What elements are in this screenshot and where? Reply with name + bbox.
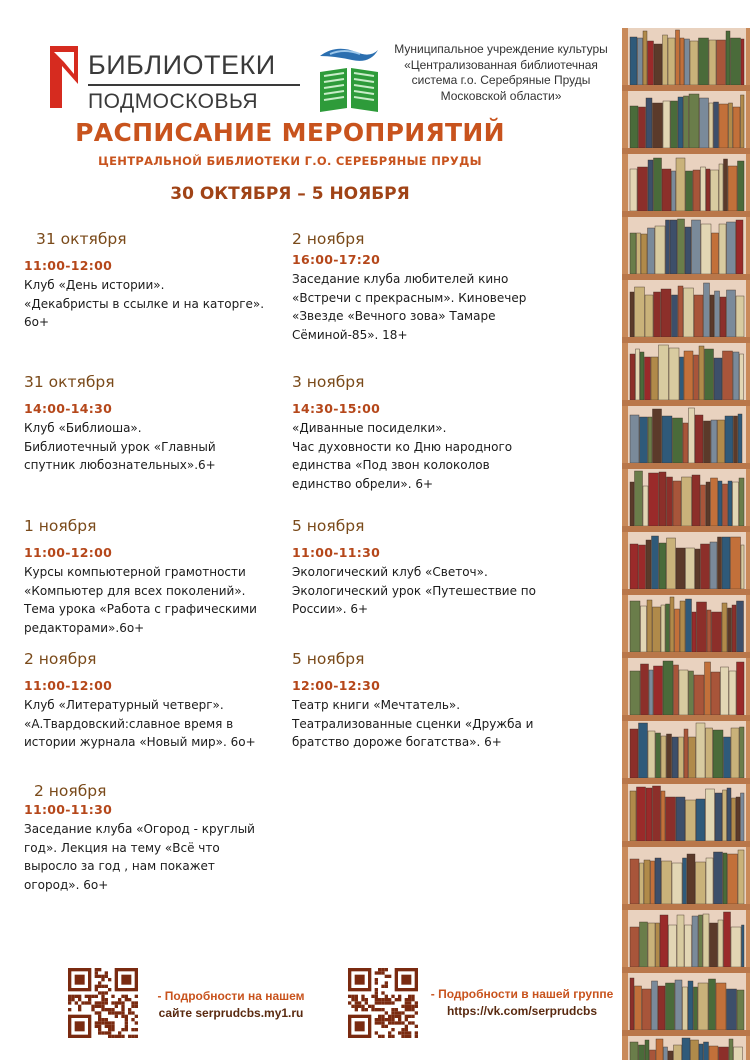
org-line: Муниципальное учреждение культуры bbox=[394, 42, 608, 56]
event-description: Курсы компьютерной грамотности «Компьютер для всех поколений». Тема урока «Работа с графическими редакторами».6o+ bbox=[24, 565, 257, 635]
site-link[interactable]: сайте serprudcbs.my1.ru bbox=[158, 1006, 304, 1020]
qr-code-site-icon bbox=[68, 968, 138, 1038]
page-title: РАСПИСАНИЕ МЕРОПРИЯТИЙ bbox=[75, 118, 505, 147]
org-line: «Централизованная библиотечная bbox=[404, 57, 598, 72]
event-time: 11:00-12:00 bbox=[24, 678, 113, 693]
event-time: 16:00-17:20 bbox=[292, 252, 381, 267]
libraries-logo bbox=[48, 44, 298, 112]
qr-code-vk-icon bbox=[348, 968, 418, 1038]
date-range: 30 ОКТЯБРЯ – 5 НОЯБРЯ bbox=[170, 184, 410, 204]
event-description: Заседание клуба «Огород - круглый год». Лекция на тему «Всё что выросло за год , нам покажет огород». 6o+ bbox=[24, 822, 255, 892]
bookshelf-illustration bbox=[622, 28, 750, 1060]
org-line: система г.о. Серебряные Пруды bbox=[411, 73, 591, 87]
event-card bbox=[292, 650, 554, 752]
site-info bbox=[150, 988, 312, 1022]
event-time: 11:00-11:30 bbox=[292, 545, 381, 560]
event-description: Клуб «Библиоша». Библиотечный урок «Главный спутник любознательных».6+ bbox=[24, 421, 216, 472]
event-description: Экологический клуб «Светоч». Экологический урок «Путешествие по России». 6+ bbox=[292, 565, 536, 616]
event-description: Клуб «Литературный четверг». «А.Твардовский:славное время в истории журнала «Новый мир». 6o+ bbox=[24, 698, 256, 749]
event-time: 12:00-12:30 bbox=[292, 678, 381, 693]
event-description: Клуб «День истории». «Декабристы в ссылке и на каторге». 6o+ bbox=[24, 278, 265, 329]
event-description: «Диванные посиделки». Час духовности ко Дню народного единства «Под звон колоколов единство обрели». 6+ bbox=[292, 421, 513, 491]
libraries-logo-mark-icon bbox=[48, 44, 80, 110]
event-card bbox=[292, 373, 554, 493]
org-line: Московской области» bbox=[440, 88, 562, 103]
event-card bbox=[24, 517, 286, 637]
event-date: 5 ноября bbox=[292, 650, 365, 668]
event-card bbox=[24, 782, 296, 894]
site-info-line: - Подробности на нашем bbox=[157, 989, 305, 1003]
organization-name bbox=[382, 42, 620, 104]
event-card bbox=[24, 650, 286, 752]
event-date: 2 ноября bbox=[34, 782, 107, 800]
event-card bbox=[24, 230, 298, 332]
event-description: Театр книги «Мечтатель». Театрализованные сценки «Дружба и братство дороже богатства». 6+ bbox=[292, 698, 534, 749]
vk-link[interactable]: https://vk.com/serprudcbs bbox=[446, 1004, 598, 1018]
event-date: 31 октября bbox=[24, 373, 115, 391]
vk-info-line: - Подробности в нашей группе bbox=[430, 987, 614, 1001]
event-time: 14:00-14:30 bbox=[24, 401, 113, 416]
event-date: 3 ноября bbox=[292, 373, 365, 391]
logo-title: БИБЛИОТЕКИ bbox=[88, 50, 276, 80]
event-date: 2 ноября bbox=[292, 230, 365, 248]
vk-group-info bbox=[424, 986, 620, 1020]
event-time: 11:00-12:00 bbox=[24, 545, 113, 560]
event-date: 1 ноября bbox=[24, 517, 97, 535]
event-date: 31 октября bbox=[36, 230, 127, 248]
open-book-emblem-icon bbox=[316, 42, 382, 114]
logo-divider bbox=[88, 84, 300, 86]
event-card bbox=[24, 373, 286, 475]
logo-subtitle: ПОДМОСКОВЬЯ bbox=[88, 90, 259, 113]
event-card bbox=[292, 230, 554, 344]
event-time: 11:00-11:30 bbox=[24, 802, 113, 817]
event-description: Заседание клуба любителей кино «Встречи с прекрасным». Киновечер «Звезде «Вечного зова» Тамаре Сёминой-85». 18+ bbox=[292, 272, 527, 342]
event-date: 5 ноября bbox=[292, 517, 365, 535]
bookshelf-icon bbox=[622, 28, 750, 1060]
event-card bbox=[292, 517, 554, 619]
event-time: 14:30-15:00 bbox=[292, 401, 381, 416]
event-date: 2 ноября bbox=[24, 650, 97, 668]
event-time: 11:00-12:00 bbox=[24, 258, 113, 273]
page-subtitle: ЦЕНТРАЛЬНОЙ БИБЛИОТЕКИ Г.О. СЕРЕБРЯНЫЕ ПРУДЫ bbox=[98, 154, 482, 168]
